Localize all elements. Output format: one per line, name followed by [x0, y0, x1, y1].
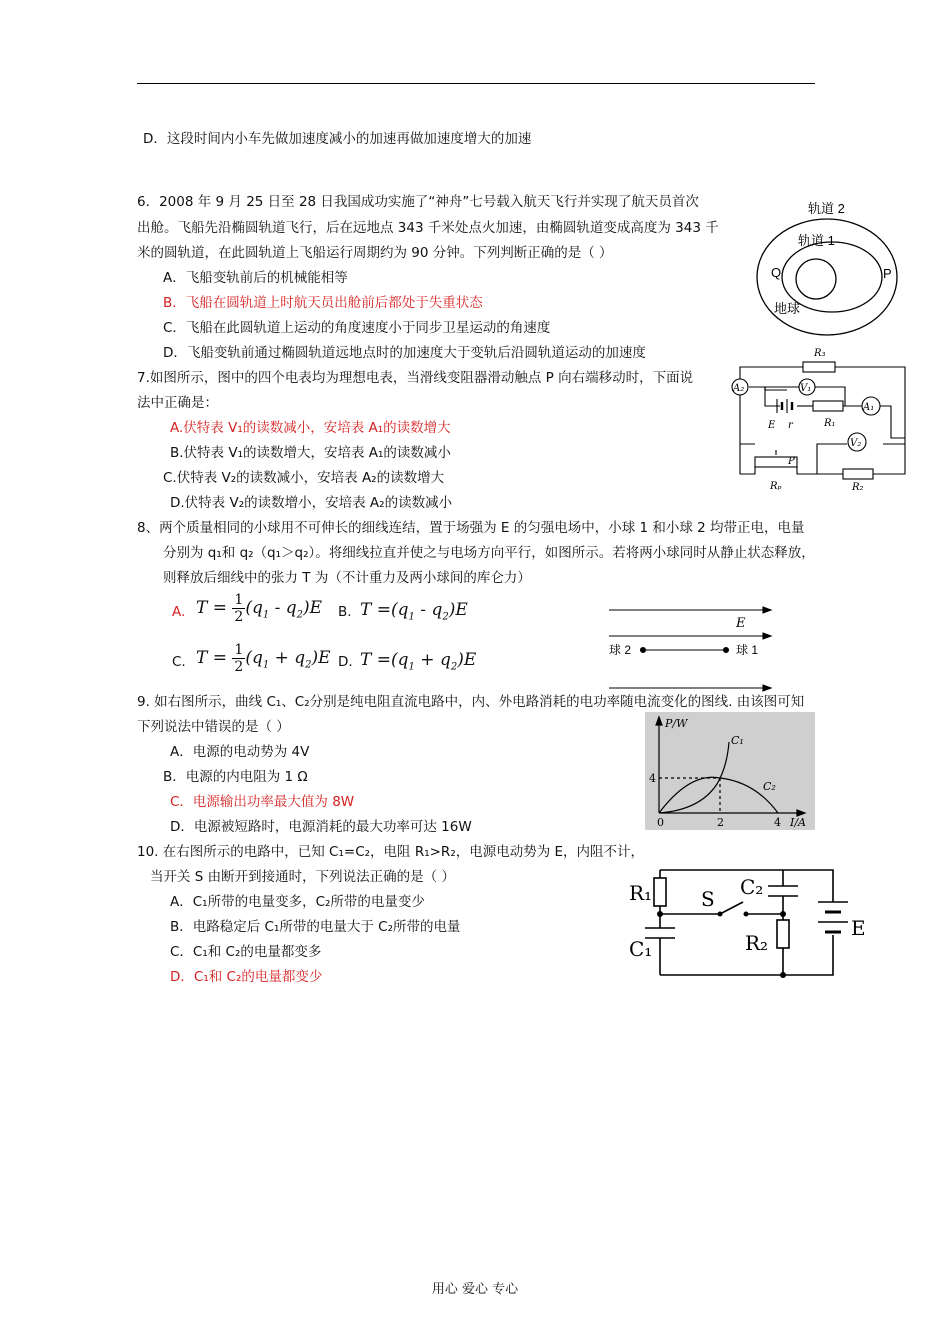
q6-option-b: B．飞船在圆轨道上时航天员出舱前后都处于失重状态 [163, 295, 483, 311]
q10-option-c: C．C₁和 C₂的电量都变多 [170, 944, 322, 960]
field-e-label: E [736, 616, 746, 631]
capacitor-circuit-diagram [625, 860, 875, 982]
earth-circle [796, 259, 836, 299]
q10-option-d: D．C₁和 C₂的电量都变少 [170, 969, 323, 985]
slider-p-label: P [788, 456, 795, 467]
q7-stem-line1: 7.如图所示，图中的四个电表均为理想电表，当滑线变阻器滑动触点 P 向右端移动时，下面说 [137, 370, 694, 386]
q8-option-d-label: D. [338, 654, 353, 670]
rp-label: Rₚ [770, 481, 782, 492]
q10-option-a: A．C₁所带的电量变多，C₂所带的电量变少 [170, 894, 425, 910]
ball2-label: 球 2 [609, 643, 632, 657]
graph-c2-label: C₂ [763, 780, 776, 793]
r3-label: R₃ [814, 348, 826, 359]
q8-option-a-label: A. [172, 604, 186, 620]
internal-r-label: r [788, 420, 793, 431]
ball1-label: 球 1 [736, 643, 759, 657]
emf-label: E [768, 420, 776, 431]
switch-s-label: S [701, 887, 715, 911]
q8-stem-line3: 则释放后细线中的张力 T 为（不计重力及两小球间的库仑力） [163, 570, 531, 586]
q9-option-d: D．电源被短路时，电源消耗的最大功率可达 16W [170, 819, 472, 835]
point-p-label: P [883, 266, 892, 281]
q8-option-b-formula: $T =(q_1 - q_2)E$ [360, 600, 468, 623]
emf-e-label: E [851, 916, 866, 940]
q6-stem-line2: 出舱。飞船先沿椭圆轨道飞行，后在远地点 343 千米处点火加速，由椭圆轨道变成高度为 343 千 [137, 220, 719, 236]
graph-x-tick-4: 4 [774, 816, 781, 829]
meter-circuit-diagram [725, 342, 910, 494]
q7-option-b: B.伏特表 V₁的读数增大，安培表 A₁的读数减小 [170, 445, 451, 461]
a1-label: A₁ [863, 402, 875, 413]
page-footer: 用心 爱心 专心 [431, 1282, 519, 1297]
q9-option-c: C．电源输出功率最大值为 8W [170, 794, 355, 810]
earth-label: 地球 [774, 301, 801, 316]
q9-stem-line2: 下列说法中错误的是（ ） [137, 719, 290, 735]
q8-stem-line1: 8、两个质量相同的小球用不可伸长的细线连结，置于场强为 E 的匀强电场中，小球 1 和小球 2 均带正电，电量 [137, 520, 805, 536]
r1-label: R₁ [629, 881, 653, 905]
q6-option-c: C．飞船在此圆轨道上运动的角度速度小于同步卫星运动的角速度 [163, 320, 551, 336]
orbit2-label: 轨道 2 [808, 201, 845, 216]
graph-x-tick-2: 2 [717, 816, 724, 829]
q8-option-a-formula: T = $\frac{1}{2}$ $(q_1 - q_2)E$ [196, 592, 323, 625]
r2-label: R₂ [745, 931, 769, 955]
c1-label: C₁ [629, 937, 653, 961]
graph-ylabel: P/W [665, 717, 688, 730]
q5-option-d: D．这段时间内小车先做加速度减小的加速再做加速度增大的加速 [143, 131, 532, 147]
q9-option-b: B．电源的内电阻为 1 Ω [163, 769, 308, 785]
orbit-diagram [752, 195, 902, 345]
orbit1-label: 轨道 1 [798, 233, 835, 248]
q6-stem-line1: 6．2008 年 9 月 25 日至 28 日我国成功实施了“神舟”七号载入航天飞行并实现了航天员首次 [137, 194, 699, 210]
v1-label: V₁ [800, 383, 812, 394]
graph-x-tick-0: 0 [657, 816, 664, 829]
graph-c1-label: C₁ [731, 734, 744, 747]
q6-option-a: A．飞船变轨前后的机械能相等 [163, 270, 348, 286]
electric-field-diagram [605, 602, 775, 694]
q7-option-a: A.伏特表 V₁的读数减小，安培表 A₁的读数增大 [170, 420, 451, 436]
q6-stem-line3: 米的圆轨道，在此圆轨道上飞船运行周期约为 90 分钟。下列判断正确的是（ ） [137, 245, 613, 261]
q8-option-c-formula: T = $\frac{1}{2}$ $(q_1 + q_2)E$ [196, 642, 331, 675]
power-current-graph [645, 712, 815, 830]
graph-y-tick-4: 4 [649, 772, 656, 785]
graph-xlabel: I/A [790, 816, 806, 829]
q8-option-b-label: B. [338, 604, 352, 620]
q7-stem-line2: 法中正确是： [137, 395, 218, 411]
a2-label: A₂ [733, 383, 745, 394]
q7-option-d: D.伏特表 V₂的读数增小，安培表 A₂的读数减小 [170, 495, 453, 511]
header-rule [137, 83, 815, 84]
q8-option-c-label: C. [172, 654, 186, 670]
q6-option-d: D．飞船变轨前通过椭圆轨道远地点时的加速度大于变轨后沿圆轨道运动的加速度 [163, 345, 646, 361]
q10-stem-line1: 10. 在右图所示的电路中，已知 C₁=C₂，电阻 R₁>R₂，电源电动势为 E，内阻不计， [137, 844, 645, 860]
q10-option-b: B．电路稳定后 C₁所带的电量大于 C₂所带的电量 [170, 919, 461, 935]
point-q-label: Q [771, 265, 782, 280]
q7-option-c: C.伏特表 V₂的读数减小，安培表 A₂的读数增大 [163, 470, 445, 486]
r2-label: R₂ [852, 482, 864, 493]
r1-label: R₁ [824, 418, 836, 429]
q8-stem-line2: 分别为 q₁和 q₂（q₁＞q₂）。将细线拉直并使之与电场方向平行，如图所示。若将两小球同时从静止状态释放， [163, 545, 815, 561]
q9-option-a: A．电源的电动势为 4V [170, 744, 310, 760]
q10-stem-line2: 当开关 S 由断开到接通时，下列说法正确的是（ ） [150, 869, 455, 885]
q8-option-d-formula: $T =(q_1 + q_2)E$ [360, 650, 477, 673]
c2-label: C₂ [740, 875, 764, 899]
v2-label: V₂ [850, 438, 862, 449]
q9-stem-line1: 9. 如右图所示，曲线 C₁、C₂分别是纯电阻直流电路中，内、外电路消耗的电功率随电流变化的图线. 由该图可知 [137, 694, 805, 710]
